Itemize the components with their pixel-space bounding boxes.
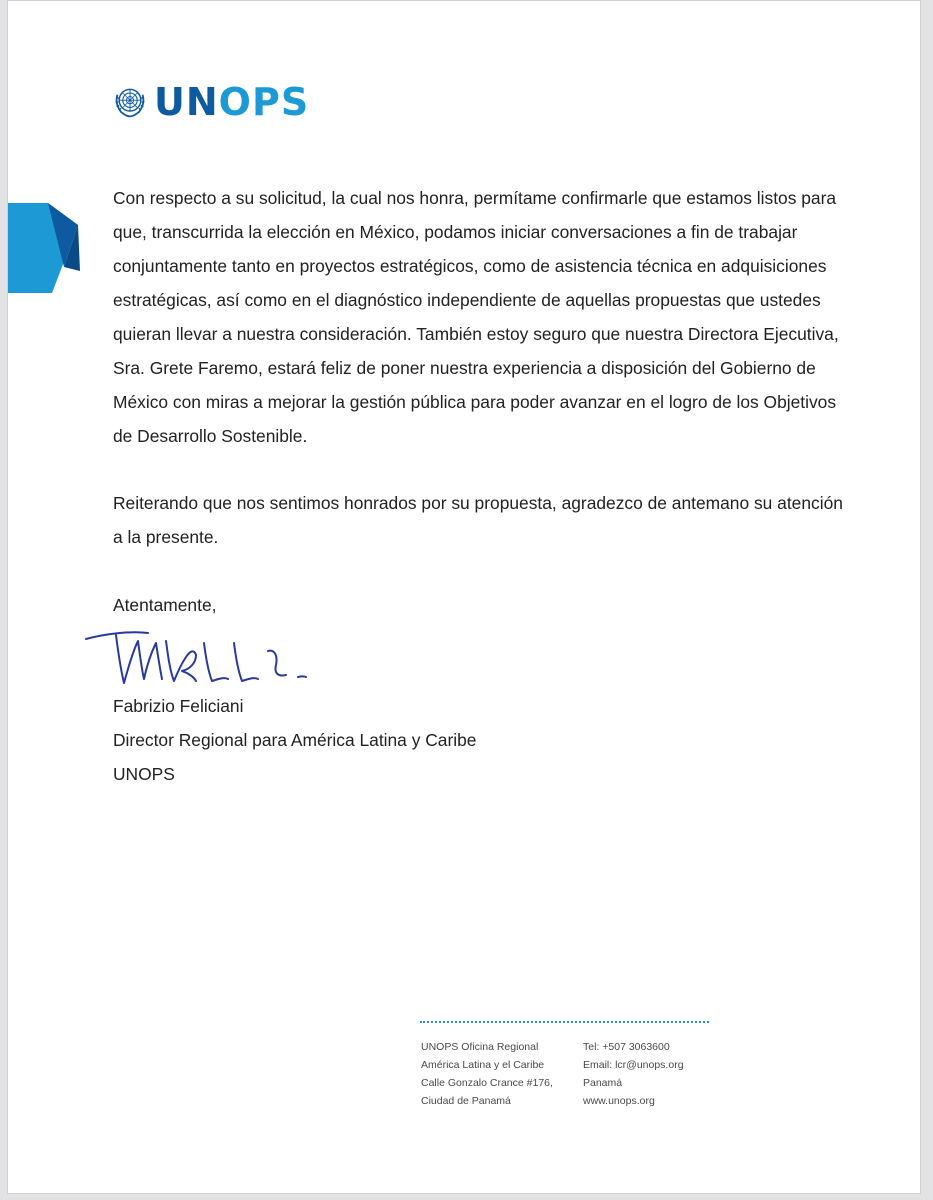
- footer-phone: Tel: +507 3063600: [583, 1041, 670, 1053]
- signer-title: Director Regional para América Latina y Caribe: [113, 730, 477, 750]
- footer-divider: [420, 1021, 709, 1023]
- signer-name: Fabrizio Feliciani: [113, 696, 244, 716]
- logo-text-ops: OPS: [218, 80, 310, 124]
- closing-salutation: [113, 588, 848, 622]
- signer-block: [113, 689, 476, 791]
- footer-address: [421, 1038, 553, 1110]
- paragraph-text: Reiterando que nos sentimos honrados por su propuesta, agradezco de antemano su atención a la presente.: [113, 493, 843, 547]
- letter-paragraph-2: [113, 486, 848, 554]
- footer-address-line: América Latina y el Caribe: [421, 1059, 545, 1071]
- signer-organization: UNOPS: [113, 764, 175, 784]
- footer-address-line: Calle Gonzalo Crance #176,: [421, 1077, 553, 1089]
- logo-wordmark: [154, 82, 309, 122]
- paragraph-text: Con respecto a su solicitud, la cual nos honra, permítame confirmarle que estamos listos para que, transcurrida la elección en México, podamos iniciar conversaciones a fin de trabajar conjuntamente tanto en proyectos estratégicos, como de asistencia técnica en adquisiciones estratégicas, así como en el diagnóstico independiente de aquellas propuestas que ustedes quieran llevar a nuestra consideración. También estoy seguro que nuestra Directora Ejecutiva, Sra. Grete Faremo, estará feliz de poner nuestra experiencia a disposición del Gobierno de México con miras a mejorar la gestión pública para poder avanzar en el logro de los Objetivos de Desarrollo Sostenible.: [113, 188, 839, 446]
- handwritten-signature: [78, 621, 308, 691]
- footer-address-line: UNOPS Oficina Regional: [421, 1041, 539, 1053]
- letter-paragraph-1: [113, 181, 848, 453]
- footer-city: Panamá: [583, 1077, 623, 1089]
- un-emblem-icon: [112, 84, 148, 120]
- footer-email: Email: lcr@unops.org: [583, 1059, 684, 1071]
- footer-website: www.unops.org: [583, 1095, 655, 1107]
- decorative-ribbon: [8, 201, 82, 293]
- unops-logo: [112, 82, 309, 122]
- closing-text: Atentamente,: [113, 595, 217, 615]
- logo-text-un: UN: [154, 80, 219, 124]
- footer-address-line: Ciudad de Panamá: [421, 1095, 511, 1107]
- footer-contact: [583, 1038, 684, 1110]
- letter-page: [7, 0, 921, 1194]
